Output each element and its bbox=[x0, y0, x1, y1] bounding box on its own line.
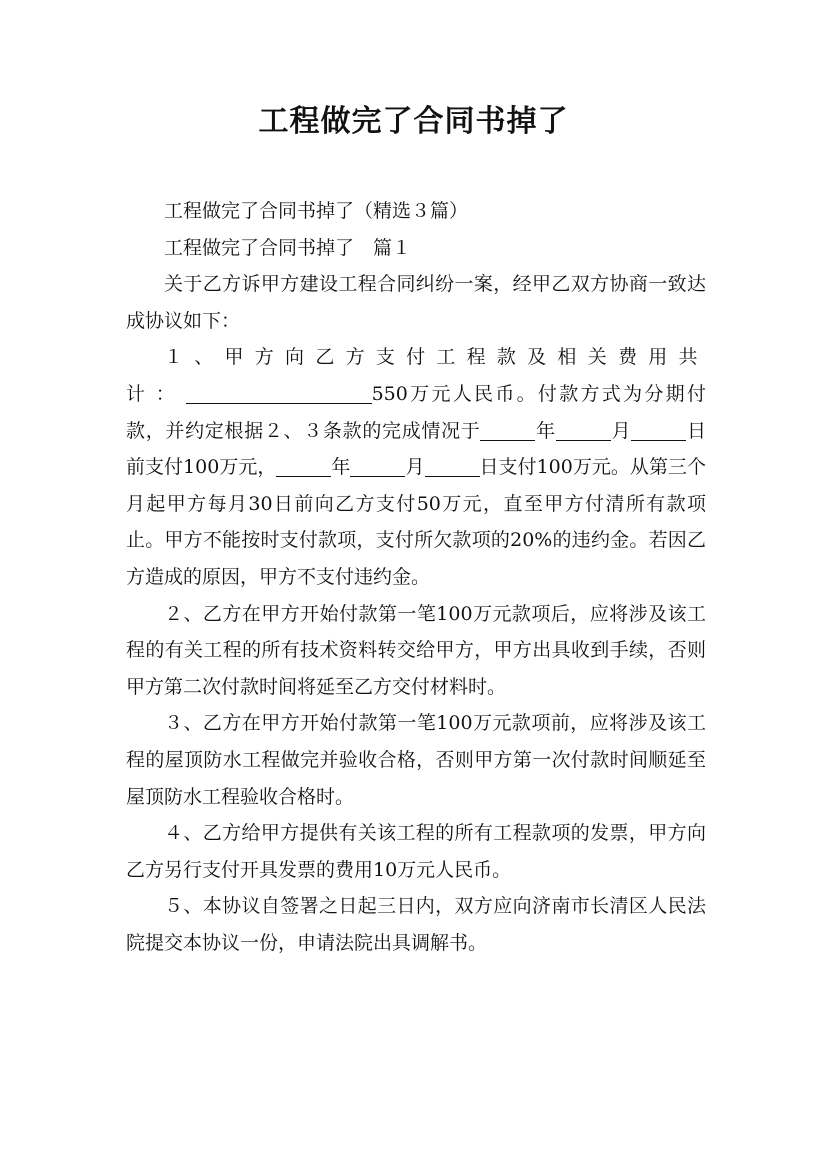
month-label-2: 月 bbox=[405, 456, 425, 479]
clause-1-day2: 日支付100万元。从第三个月起甲方每月30日前向乙方支付50万元，直至甲方付清所有款项止。甲方不能按时支付款项，支付所欠款项的20%的违约金。若因乙方造成的原因，甲方不支付违约金。 bbox=[126, 456, 706, 588]
amount-blank bbox=[186, 379, 372, 404]
year-blank-1 bbox=[480, 416, 535, 441]
clause-5: ５、本协议自签署之日起三日内，双方应向济南市长清区人民法院提交本协议一份，申请法院出具调解书。 bbox=[126, 895, 706, 954]
clause-3: ３、乙方在甲方开始付款第一笔100万元款项前，应将涉及该工程的屋顶防水工程做完并验收合格，否则甲方第一次付款时间顺延至屋顶防水工程验收合格时。 bbox=[126, 712, 706, 808]
clause-4: ４、乙方给甲方提供有关该工程的所有工程款项的发票，甲方向乙方另行支付开具发票的费用10万元人民币。 bbox=[126, 822, 706, 881]
year-label-2: 年 bbox=[331, 456, 351, 479]
document-title: 工程做完了合同书掉了 bbox=[258, 104, 569, 139]
intro-paragraph: 关于乙方诉甲方建设工程合同纠纷一案，经甲乙双方协商一致达成协议如下： bbox=[126, 273, 706, 332]
section-heading: 工程做完了合同书掉了 篇１ bbox=[164, 236, 412, 259]
clause-2: ２、乙方在甲方开始付款第一笔100万元款项后，应将涉及该工程的有关工程的所有技术资料转交给甲方，甲方出具收到手续，否则甲方第二次付款时间将延至乙方交付材料时。 bbox=[126, 602, 706, 698]
month-label-1: 月 bbox=[610, 419, 632, 442]
month-blank-1 bbox=[556, 416, 611, 441]
day-blank-1 bbox=[631, 416, 686, 441]
day-blank-2 bbox=[425, 452, 480, 477]
clause-1-lead: １、甲方向乙方支付工程款及相关费用共计： bbox=[126, 346, 706, 405]
month-blank-2 bbox=[350, 452, 405, 477]
clause-1 bbox=[126, 339, 706, 595]
year-blank-2 bbox=[276, 452, 331, 477]
document-body bbox=[126, 193, 706, 961]
subtitle: 工程做完了合同书掉了（精选３篇） bbox=[164, 200, 469, 222]
year-label-1: 年 bbox=[535, 419, 556, 442]
clause-1-amount: 550万元人民币。付款方式为分期付款，并约定根据２、３条款的完成情况于 bbox=[126, 382, 706, 442]
clause-1-day1: 日前支付100万元， bbox=[126, 419, 706, 479]
